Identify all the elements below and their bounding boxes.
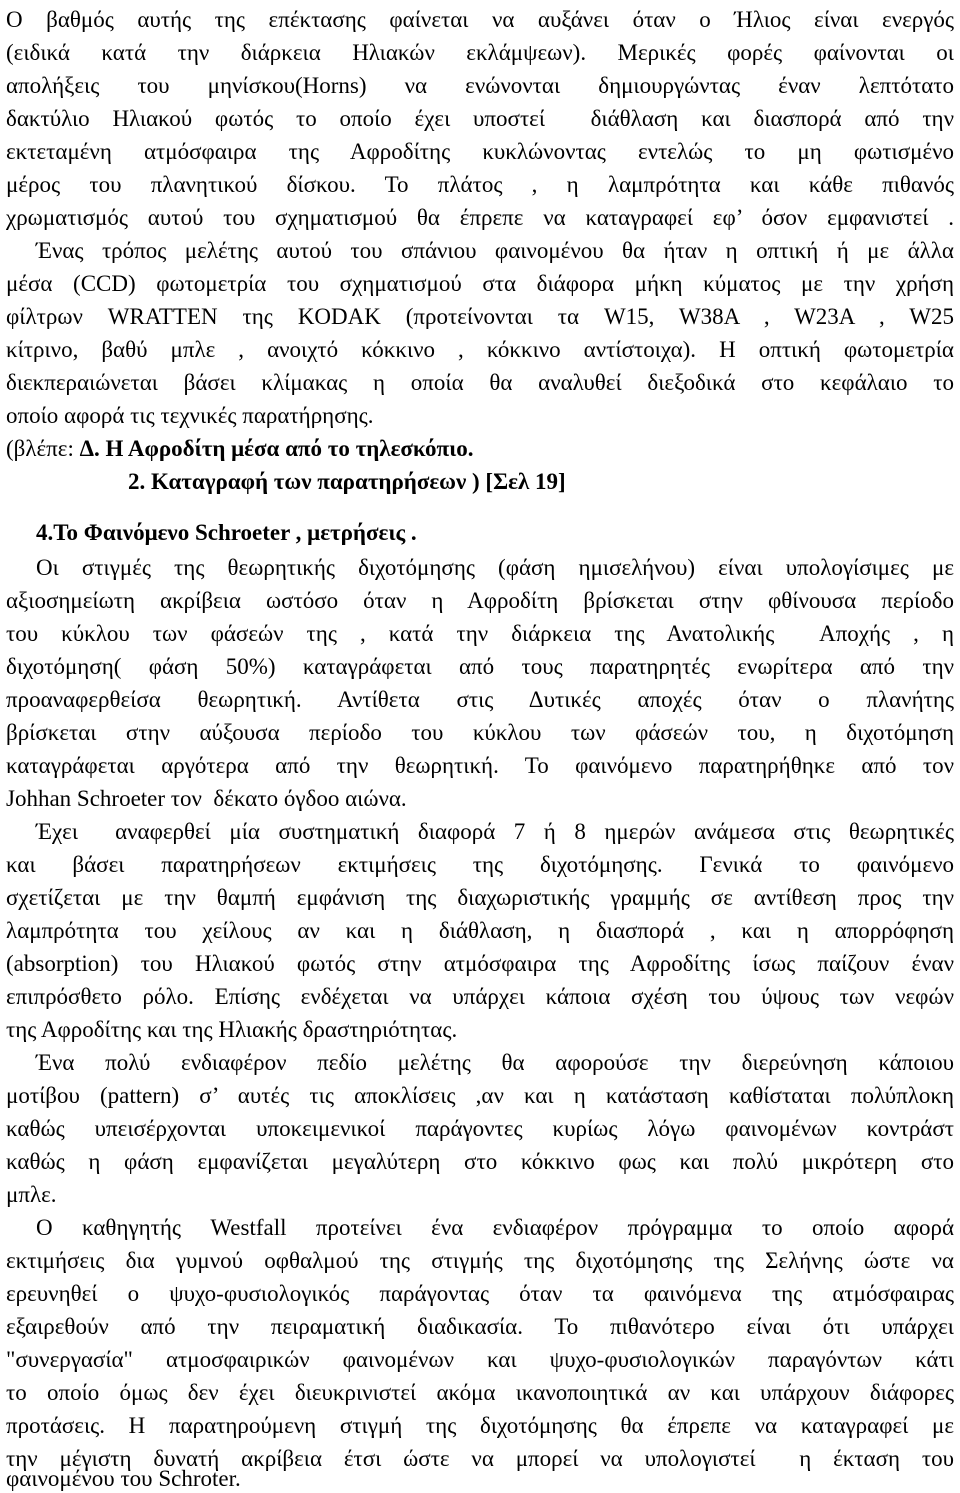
text-line: καθώς υπεισέρχονται υποκειμενικοί παράγοντες κυρίως λόγω φαινομένων κοντράστ <box>6 1116 954 1141</box>
text-line: σχετίζεται με την θαμπή εμφάνιση της διαχωριστικής γραμμής σε αντίθεση προς την <box>6 885 954 910</box>
see-reference: Δ. Η Αφροδίτη μέσα από το τηλεσκόπιο. <box>79 436 474 461</box>
text-line: καταγράφεται αργότερα από την θεωρητική. Το φαινόμενο παρατηρήθηκε από τον <box>6 753 954 778</box>
section-heading: 4.Το Φαινόμενο Schroeter , μετρήσεις . <box>36 520 417 545</box>
see-prefix: (βλέπε: <box>6 436 80 461</box>
text-line: Έχει αναφερθεί μία συστηματική διαφορά 7 ή 8 ημερών ανάμεσα στις θεωρητικές <box>36 819 954 844</box>
text-line: ερευνηθεί ο ψυχο-φυσιολογικός παράγοντας όταν τα φαινόμενα της ατμόσφαιρας <box>6 1281 954 1306</box>
text-line: του κύκλου των φάσεών της , κατά την διάρκεια της Ανατολικής Αποχής , η <box>6 621 954 646</box>
text-line: την μέγιστη δυνατή ακρίβεια έτσι ώστε να μπορεί να υπολογιστεί η έκταση του <box>6 1446 954 1471</box>
text-line: "συνεργασία" ατμοσφαιρικών φαινομένων και ψυχο-φυσιολογικών παραγόντων κάτι <box>6 1347 954 1372</box>
text-line: φίλτρων WRATTEN της KODAK (προτείνονται τα W15, W38A , W23A , W25 <box>6 304 954 329</box>
text-line: κίτρινο, βαθύ μπλε , ανοιχτό κόκκινο , κόκκινο αντίστοιχα). Η οπτική φωτομετρία <box>6 337 954 362</box>
text-line: Οι στιγμές της θεωρητικής διχοτόμησης (φάση ημισελήνου) είναι υπολογίσιμες με <box>36 555 954 580</box>
text-line: οποίο αφορά τις τεχνικές παρατήρησης. <box>6 403 374 428</box>
text-line: Ένας τρόπος μελέτης αυτού του σπάνιου φαινομένου θα ήταν η οπτική ή με άλλα <box>36 238 954 263</box>
text-line: χρωματισμός αυτού του σχηματισμού θα έπρεπε να καταγραφεί εφ’ όσον εμφανιστεί . <box>6 205 954 230</box>
text-line: βρίσκεται στην αύξουσα περίοδο του κύκλου των φάσεών του, η διχοτόμηση <box>6 720 954 745</box>
text-line: εκτεταμένη ατμόσφαιρα της Αφροδίτης κυκλώνοντας εντελώς το μη φωτισμένο <box>6 139 954 164</box>
text-line: (absorption) του Ηλιακού φωτός στην ατμόσφαιρα της Αφροδίτης ίσως παίζουν έναν <box>6 951 954 976</box>
text-line: (ειδικά κατά την διάρκεια Ηλιακών εκλάμψεων). Μερικές φορές φαίνονται οι <box>6 40 954 65</box>
text-line: διεκπεραιώνεται βάσει κλίμακας η οποία θα αναλυθεί διεξοδικά στο κεφάλαιο το <box>6 370 954 395</box>
reference-continuation: 2. Καταγραφή των παρατηρήσεων ) [Σελ 19] <box>128 469 566 494</box>
text-line: προτάσεις. Η παρατηρούμενη στιγμή της διχοτόμησης θα έπρεπε να καταγραφεί με <box>6 1413 954 1438</box>
text-line: της Αφροδίτης και της Ηλιακής δραστηριότητας. <box>6 1017 458 1042</box>
text-line: αξιοσημείωτη ακρίβεια ωστόσο όταν η Αφροδίτη βρίσκεται στην φθίνουσα περίοδο <box>6 588 954 613</box>
text-line: καθώς η φάση εμφανίζεται μεγαλύτερη στο κόκκινο φως και πολύ μικρότερη στο <box>6 1149 954 1174</box>
text-line: λαμπρότητα του χείλους αν και η διάθλαση, η διασπορά , και η απορρόφηση <box>6 918 954 943</box>
text-line: και βάσει παρατηρήσεων εκτιμήσεις της διχοτόμησης. Γενικά το φαινόμενο <box>6 852 954 877</box>
text-line: δακτύλιο Ηλιακού φωτός το οποίο έχει υποστεί διάθλαση και διασπορά από την <box>6 106 954 131</box>
text-line: επιπρόσθετο ρόλο. Επίσης ενδέχεται να υπάρχει κάποια σχέση του ύψους των νεφών <box>6 984 954 1009</box>
text-line: εκτιμήσεις δια γυμνού οφθαλμού της στιγμής της διχοτόμησης της Σελήνης ώστε να <box>6 1248 954 1273</box>
text-line: μπλε. <box>6 1182 57 1207</box>
text-line: διχοτόμηση( φάση 50%) καταγράφεται από τους παρατηρητές ενωρίτερα από την <box>6 654 954 679</box>
text-line: Ο βαθμός αυτής της επέκτασης φαίνεται να αυξάνει όταν ο Ήλιος είναι ενεργός <box>6 7 954 32</box>
text-line: Ο καθηγητής Westfall προτείνει ένα ενδιαφέρον πρόγραμμα το οποίο αφορά <box>36 1215 954 1240</box>
text-line: μέρος του πλανητικού δίσκου. Το πλάτος , η λαμπρότητα και κάθε πιθανός <box>6 172 954 197</box>
text-line: απολήξεις του μηνίσκου(Horns) να ενώνονται δημιουργώντας έναν λεπτότατο <box>6 73 954 98</box>
text-line: μέσα (CCD) φωτομετρία του σχηματισμού στα διάφορα μήκη κύματος με την χρήση <box>6 271 954 296</box>
text-line: εξαιρεθούν από την πειραματική διαδικασία. Το πιθανότερο είναι ότι υπάρχει <box>6 1314 954 1339</box>
text-line: φαινομένου του Schroter. <box>6 1466 241 1491</box>
text-line: Ένα πολύ ενδιαφέρον πεδίο μελέτης θα αφορούσε την διερεύνηση κάποιου <box>36 1050 954 1075</box>
text-line: Johhan Schroeter τον δέκατο όγδοο αιώνα. <box>6 786 407 811</box>
see-reference-line <box>6 433 954 465</box>
text-line: προαναφερθείσα θεωρητική. Αντίθετα στις Δυτικές αποχές όταν ο πλανήτης <box>6 687 954 712</box>
text-line: μοτίβου (pattern) σ’ αυτές τις αποκλίσεις ,αν και η κατάσταση καθίσταται πολύπλοκη <box>6 1083 954 1108</box>
text-line: το οποίο όμως δεν έχει διευκρινιστεί ακόμα ικανοποιητικά αν και υπάρχουν διάφορες <box>6 1380 954 1405</box>
